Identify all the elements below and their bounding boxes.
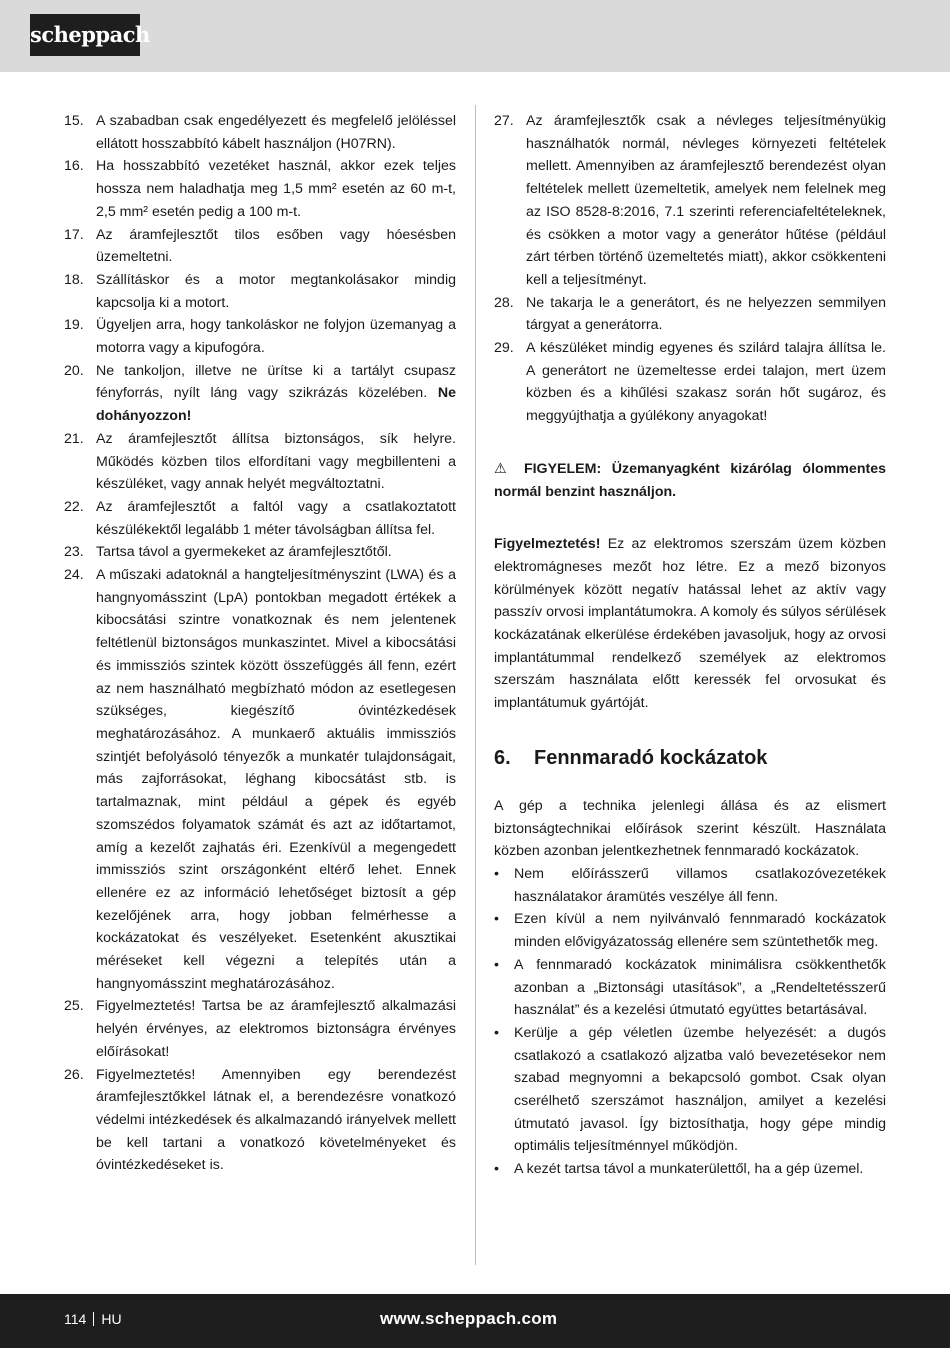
scheppach-logo: scheppach [30, 14, 140, 56]
list-item: 27. Az áramfejlesztők csak a névleges teljesítményükig használhatók normál, névleges környezeti feltételek mellett. Amennyiben az áramfejlesztő berendezést olyan feltételek mellett üzemeltetik, amelyek nem felelnek meg az ISO 8528-8:2016, 7.1 szerinti referenciafeltételeknek, és csökken a motor vagy a generátor hűtése (például zárt térben történő üzemeltetés miatt), akkor csökkenteni kell a teljesítményt. [494, 113, 886, 288]
right-column [494, 110, 886, 1181]
list-item: 19. Ügyeljen arra, hogy tankoláskor ne folyjon üzemanyag a motorra vagy a kipufogóra. [64, 317, 456, 357]
section-heading [494, 745, 886, 771]
residual-risk-list [494, 863, 886, 1181]
left-column [64, 110, 456, 1177]
list-item: 25. Figyelmeztetés! Tartsa be az áramfejlesztő alkalmazási helyén érvényes, az elektromos biztonságra érvényes előírásokat! [64, 998, 456, 1060]
list-item: 20. Ne tankoljon, illetve ne ürítse ki a tartályt csupasz fényforrás, nyílt láng vagy szikrázás közelében. Ne dohányozzon! [64, 362, 456, 425]
page-header [0, 0, 950, 72]
list-item: 15. A szabadban csak engedélyezett és megfelelő jelöléssel ellátott hosszabbító kábelt használjon (H07RN). [64, 113, 456, 152]
list-item: 29. A készüléket mindig egyenes és szilárd talajra állítsa le. A generátort ne üzemeltesse erdei talajon, mert üzem közben és a kihűlési szakasz során hőt sugároz, és meggyújthatja a gyúlékony anyagokat! [494, 340, 886, 425]
list-item: 28. Ne takarja le a generátort, és ne helyezzen semmilyen tárgyat a generátorra. [494, 294, 886, 334]
list-item: 21. Az áramfejlesztőt állítsa biztonságos, sík helyre. Működés közben tilos elfordítani vagy megbillenteni a készüléket, vagy annak helyét megváltoztatni. [64, 430, 456, 493]
list-item: 26. Figyelmeztetés! Amennyiben egy berendezést áramfejlesztőkkel látnak el, a berendezésre vonatkozó védelmi intézkedések és alkalmazandó irányelvek mellett be kell tartani a vonatkozó követelményeket és óvintézkedéseket is. [64, 1066, 456, 1174]
bullet-icon: • [494, 956, 499, 973]
list-item: 24. A műszaki adatoknál a hangteljesítményszint (LWA) és a hangnyomásszint (LpA) pontokban megadott értékek a kibocsátási szintre vonatkoznak és nem jelentenek feltétlenül biztonságos munkaszintet. Mivel a kibocsátási és immissziós szintek között összefüggés áll fenn, ezért az nem használható megbízható módon az esetlegesen szükséges, kiegészítő óvintézkedések meghatározásához. A munkaerő aktuális immissziós szintjét befolyásoló tényezők a munkatér tulajdonságait, más zajforrásokat, léghang kibocsátást stb. is tartalmaznak, mint például a gépek és egyéb szomszédos folyamatok számát és azt az időtartamot, amíg a kezelőt zajhatás éri. Ezenkívül a megengedett immissziós szint országonként eltérő lehet. Ennek ellenére ez az információ lehetőséget biztosít a gép kezelőjének arra, hogy jobban felmérhesse a kockázatokat és veszélyeket. Esetenként akusztikai méréseket kell végezni a telepítés után a hangnyomásszint meghatározásához. [64, 567, 456, 992]
list-item: • Nem előírásszerű villamos csatlakozóvezetékek használatakor áramütés veszélye áll fenn. [494, 863, 886, 908]
note-text: Ez az elektromos szerszám üzem közben elektromágneses mezőt hoz létre. Ez a mező bizonyos körülmények között negatív hatással lehet az aktív vagy passzív orvosi implantátumokra. A komoly és súlyos sérülések kockázatának elkerülése érdekében javasoljuk, hogy az orvosi implantátummal rendelkező személyek az elektromos szerszám használata előtt keressék fel orvosukat és implantátumuk gyártóját. [494, 536, 886, 712]
section-title: Fennmaradó kockázatok [534, 746, 768, 769]
bullet-icon: • [494, 1161, 499, 1178]
column-divider [475, 105, 476, 1265]
page-number: 114 [64, 1311, 87, 1327]
list-item: 23. Tartsa távol a gyermekeket az áramfejlesztőtől. [64, 544, 392, 561]
list-item: 17. Az áramfejlesztőt tilos esőben vagy hóesésben üzemeltetni. [64, 226, 456, 266]
section-intro: A gép a technika jelenlegi állása és az elismert biztonságtechnikai előírások szerint készült. Használata közben azonban jelentkezhetnek fennmaradó kockázatok. [494, 797, 886, 860]
page-footer [0, 1294, 950, 1348]
bullet-icon: • [494, 1024, 499, 1041]
list-item: 22. Az áramfejlesztőt a faltól vagy a csatlakoztatott készülékektől legalább 1 méter távolságban állítsa fel. [64, 498, 456, 538]
list-item: • Kerülje a gép véletlen üzembe helyezését: a dugós csatlakozó a csatlakozó aljzatba való bevezetésekor nem szabad megnyomni a bekapcsoló gombot. Csak olyan cserélhető szerszámot használjon, amilyet a kezelési útmutató javasol. Így biztosíthatja, hogy gépe mindig optimális teljesítménnyel működjön. [494, 1022, 886, 1158]
safety-list-right [494, 110, 886, 428]
list-item: • A kezét tartsa távol a munkaterülettől, ha a gép üzemel. [494, 1158, 886, 1181]
note-label: Figyelmeztetés! [494, 536, 601, 553]
website-url: www.scheppach.com [380, 1309, 558, 1328]
list-item: 16. Ha hosszabbító vezetéket használ, akkor ezek teljes hossza nem haladhatja meg 1,5 mm² esetén az 60 m-t, 2,5 mm² esetén pedig a 100 m-t. [64, 158, 456, 220]
list-item: • Ezen kívül a nem nyilvánvaló fennmaradó kockázatok minden elővigyázatosság ellenére sem szüntethetők meg. [494, 908, 886, 953]
list-item: 18. Szállításkor és a motor megtankolásakor mindig kapcsolja ki a motort. [64, 271, 456, 311]
language-code: HU [101, 1311, 122, 1327]
list-item: • A fennmaradó kockázatok minimálisra csökkenthetők azonban a „Biztonsági utasítások”, a „Rendeltetésszerű használat” és a kezelési útmutató együttes betartásával. [494, 954, 886, 1022]
section-number: 6. [494, 746, 511, 769]
bullet-icon: • [494, 865, 499, 882]
bullet-icon: • [494, 911, 499, 928]
warning-text: FIGYELEM: Üzemanyagként kizárólag ólommentes normál benzint használjon. [494, 460, 886, 500]
safety-list-left [64, 110, 456, 1177]
fuel-warning [494, 458, 886, 503]
no-smoking-text: Ne dohányozzon! [96, 385, 456, 425]
warning-triangle-icon: ⚠ [494, 460, 514, 477]
emf-note [494, 533, 886, 715]
page-number-block [64, 1311, 122, 1327]
footer-separator [93, 1312, 94, 1326]
